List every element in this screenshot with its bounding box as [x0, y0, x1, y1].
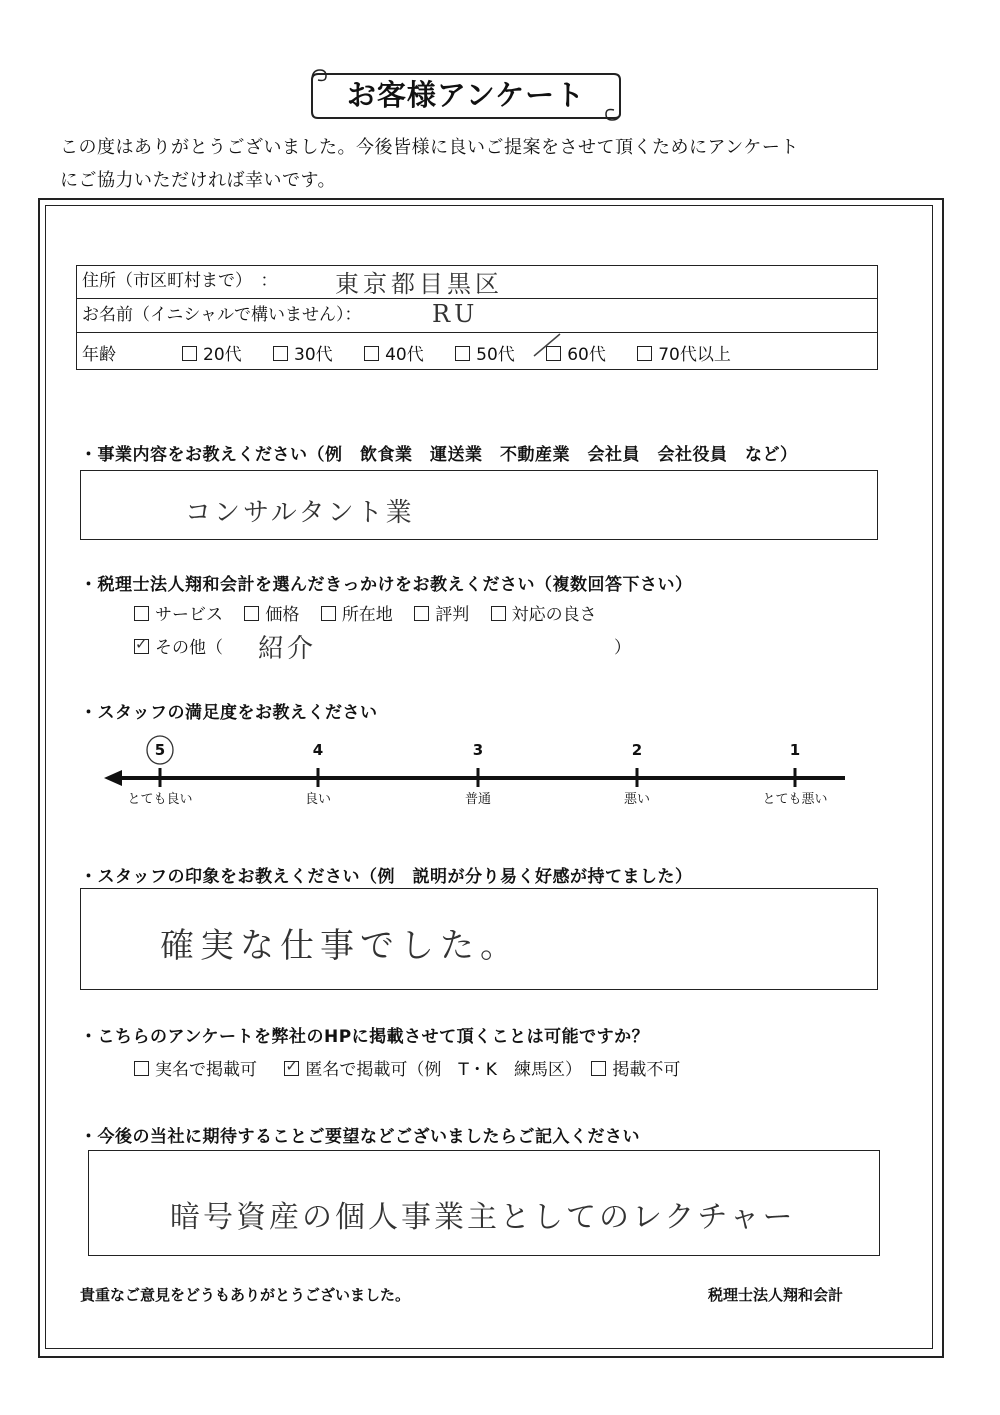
reason-option-price[interactable]: 価格	[244, 605, 299, 625]
question-satisfaction: ・スタッフの満足度をお教えください	[80, 703, 378, 723]
address-field[interactable]: 東京都目黒区	[335, 270, 503, 298]
checkbox[interactable]	[637, 346, 652, 361]
scale-number[interactable]: 5	[154, 741, 166, 759]
age-option-40[interactable]: 40代	[364, 345, 424, 365]
selection-slash-mark	[528, 330, 568, 360]
reason-option-response[interactable]: 対応の良さ	[491, 605, 597, 625]
age-label: 年齢	[82, 345, 116, 365]
scale-label: 良い	[304, 792, 331, 807]
page-title: お客様アンケート	[346, 78, 586, 112]
address-label: 住所（市区町村まで） ：	[82, 271, 278, 291]
scale-label: とても良い	[127, 792, 193, 807]
reason-option-reputation[interactable]: 評判	[414, 605, 469, 625]
scale-arrow-head	[104, 770, 122, 786]
question-reason: ・税理士法人翔和会計を選んだきっかけをお教えください（複数回答下さい）	[80, 575, 693, 595]
checkbox[interactable]	[244, 606, 259, 621]
checkbox[interactable]	[591, 1061, 606, 1076]
scale-number[interactable]: 3	[472, 741, 484, 759]
impression-answer: 確実な仕事でした。	[160, 926, 520, 966]
footer-company: 税理士法人翔和会計	[708, 1286, 844, 1304]
age-option-20[interactable]: 20代	[182, 345, 242, 365]
name-label: お名前（イニシャルで構いません）：	[82, 305, 362, 325]
question-business: ・事業内容をお教えください（例 飲食業 運送業 不動産業 会社員 会社役員 など）	[80, 445, 798, 465]
footer-thanks: 貴重なご意見をどうもありがとうございました。	[80, 1286, 411, 1304]
question-requests: ・今後の当社に期待することご要望などございましたらご記入ください	[80, 1127, 640, 1147]
scale-label: 普通	[464, 792, 491, 807]
publish-options	[134, 1055, 680, 1080]
reason-option-service[interactable]: サービス	[134, 605, 223, 625]
reason-option-location[interactable]: 所在地	[321, 605, 393, 625]
name-field[interactable]: RU	[432, 300, 479, 328]
checkbox[interactable]	[414, 606, 429, 621]
checkbox[interactable]	[182, 346, 197, 361]
age-option-70[interactable]: 70代以上	[637, 345, 731, 365]
age-option-50[interactable]: 50代	[455, 345, 515, 365]
reason-option-other[interactable]	[134, 633, 223, 658]
age-options	[182, 340, 731, 365]
checkbox[interactable]	[455, 346, 470, 361]
checkbox[interactable]	[321, 606, 336, 621]
info-divider	[76, 332, 878, 333]
scale-number[interactable]: 2	[631, 741, 643, 759]
publish-option-anonymous[interactable]: ✓ 匿名で掲載可（例 T・K 練馬区）	[284, 1060, 582, 1080]
publish-option-none[interactable]: 掲載不可	[591, 1060, 680, 1080]
checkbox-checked[interactable]	[134, 639, 149, 654]
checkbox[interactable]	[134, 606, 149, 621]
age-option-60[interactable]: 60代	[546, 345, 606, 365]
reason-other-label: その他（	[155, 638, 223, 658]
reason-other-close: ）	[614, 638, 631, 658]
intro-line-2: にご協力いただければ幸いです。	[60, 170, 337, 191]
checkbox[interactable]	[134, 1061, 149, 1076]
scale-number[interactable]: 1	[789, 741, 801, 759]
checkbox[interactable]	[273, 346, 288, 361]
reason-options	[134, 600, 597, 625]
scale-label: 悪い	[623, 792, 650, 807]
scale-number[interactable]: 4	[312, 741, 324, 759]
checkbox-checked[interactable]	[284, 1061, 299, 1076]
requests-answer: 暗号資産の個人事業主としてのレクチャー	[170, 1200, 796, 1235]
business-answer: コンサルタント業	[185, 498, 415, 528]
question-impression: ・スタッフの印象をお教えください（例 説明が分り易く好感が持てました）	[80, 867, 693, 887]
reason-other-value[interactable]: 紹介	[258, 634, 317, 664]
question-publish: ・こちらのアンケートを弊社のHPに掲載させて頂くことは可能ですか？	[80, 1027, 650, 1047]
checkbox[interactable]	[364, 346, 379, 361]
scale-label: とても悪い	[762, 792, 828, 807]
publish-option-realname[interactable]: 実名で掲載可	[134, 1060, 257, 1080]
checkbox[interactable]	[491, 606, 506, 621]
age-option-30[interactable]: 30代	[273, 345, 333, 365]
intro-line-1: この度はありがとうございました。今後皆様に良いご提案をさせて頂くためにアンケート	[60, 137, 799, 158]
